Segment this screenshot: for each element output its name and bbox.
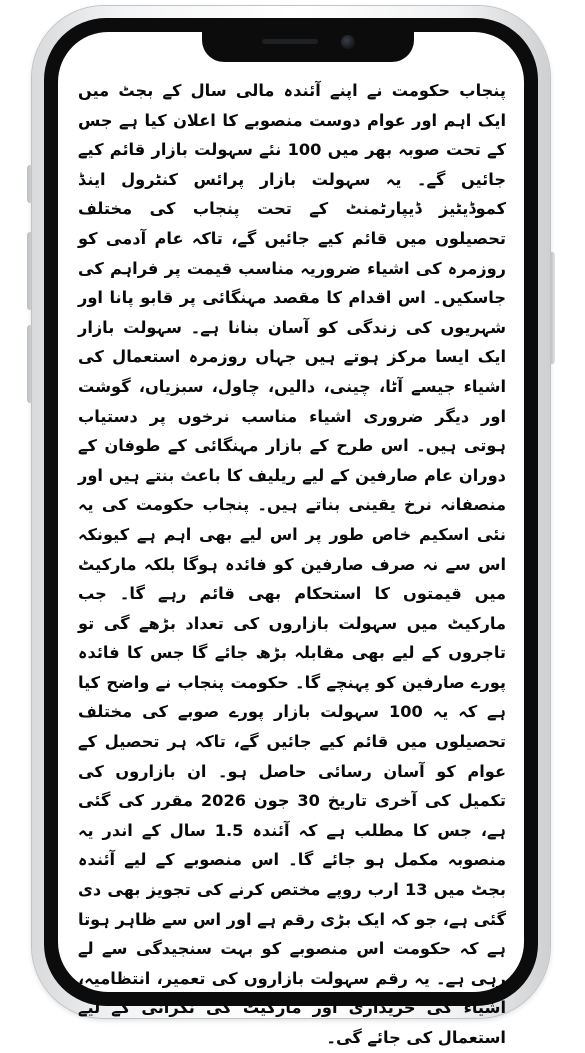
front-camera-icon [341,35,355,49]
phone-notch [202,32,414,62]
speaker-grille-icon [262,39,318,44]
article-body: پنجاب حکومت نے اپنے آئندہ مالی سال کے بجٹ میں ایک اہم اور عوام دوست منصوبے کا اعلان کیا ہے جس کے تحت صوبہ بھر میں 100 نئے سہولت بازار قائم کیے جائیں گے۔ یہ سہولت بازار پرائس کنٹرول اینڈ کموڈیٹیز ڈیپارٹمنٹ کے تحت پنجاب کی مختلف تحصیلوں میں قائم کیے جائیں گے، تاکہ عام آدمی کو روزمرہ کی اشیاء ضروریہ مناسب قیمت پر فراہم کی جاسکیں۔ اس اقدام کا مقصد مہنگائی پر قابو پانا اور شہریوں کی زندگی کو آسان بنانا ہے۔ سہولت بازار ایک ایسا مرکز ہوتے ہیں جہاں روزمرہ استعمال کی اشیاء جیسے آٹا، چینی، دالیں، چاول، سبزیاں، گوشت اور دیگر ضروری اشیاء مناسب نرخوں پر دستیاب ہوتی ہیں۔ اس طرح کے بازار مہنگائی کے طوفان کے دوران عام صارفین کے لیے ریلیف کا باعث بنتے ہیں اور منصفانہ نرخ یقینی بناتے ہیں۔ پنجاب حکومت کی یہ نئی اسکیم خاص طور پر اس لیے بھی اہم ہے کیونکہ اس سے نہ صرف صارفین کو فائدہ ہوگا بلکہ مارکیٹ میں قیمتوں کا استحکام بھی قائم رہے گا۔ جب مارکیٹ میں سہولت بازاروں کی تعداد بڑھے گی تو تاجروں کے لیے بھی مقابلہ بڑھ جائے گا جس کا فائدہ پورے صارفین کو پہنچے گا۔ حکومت پنجاب نے واضح کیا ہے کہ یہ 100 سہولت بازار پورے صوبے کی مختلف تحصیلوں میں قائم کیے جائیں گے، تاکہ ہر تحصیل کے عوام کو آسان رسائی حاصل ہو۔ ان بازاروں کی تکمیل کی آخری تاریخ 30 جون 2026 مقرر کی گئی ہے، جس کا مطلب ہے کہ آئندہ 1.5 سال کے اندر یہ منصوبہ مکمل ہو جائے گا۔ اس منصوبے کے لیے آئندہ بجٹ میں 13 ارب روپے مختص کرنے کی تجویز بھی دی گئی ہے، جو کہ ایک بڑی رقم ہے اور اس سے ظاہر ہوتا ہے کہ حکومت اس منصوبے کو بہت سنجیدگی سے لے رہی ہے۔ یہ رقم سہولت بازاروں کی تعمیر، انتظامیہ، اشیاء کی خریداری اور مارکیٹ کی نگرانی کے لیے استعمال کی جائے گی۔ [78,81,507,1047]
